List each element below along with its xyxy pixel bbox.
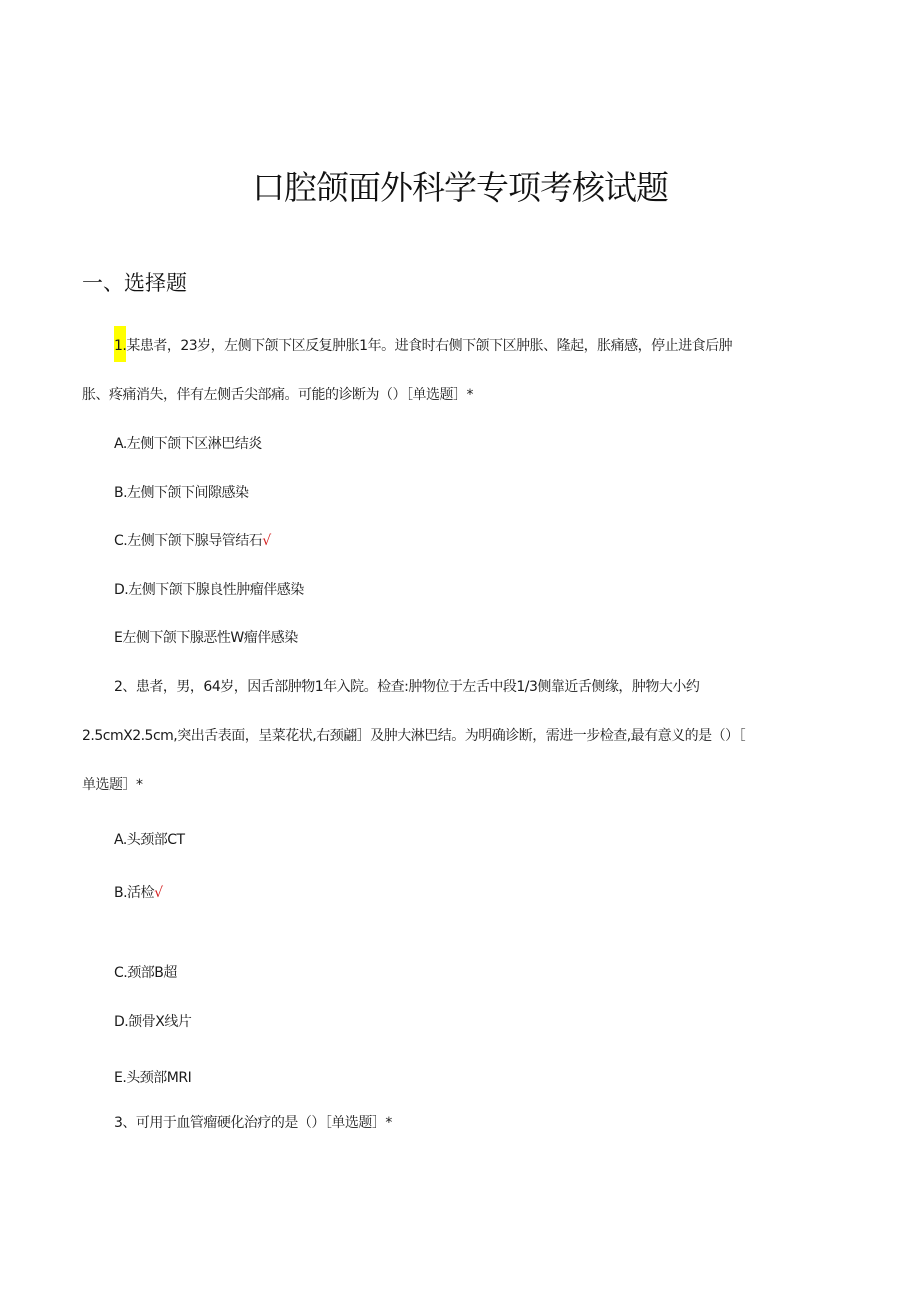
option-text: E.头颈部MRI — [114, 1070, 192, 1086]
question-1-option-e — [114, 628, 298, 648]
question-2-option-c — [114, 963, 177, 983]
option-text: D.颌骨X线片 — [114, 1014, 192, 1030]
option-text: B.左侧下颌下间隙感染 — [114, 485, 249, 501]
question-2-stem-line-1: 2、患者，男，64岁，因舌部肿物1年入院。检查:肿物位于左舌中段1/3侧靠近舌侧缘，肿物大小约 — [114, 679, 700, 695]
option-text: A.左侧下颌下区淋巴结炎 — [114, 436, 262, 452]
correct-check-mark: √ — [262, 533, 271, 549]
option-text: C.颈部B超 — [114, 965, 177, 981]
question-2-option-d — [114, 1012, 191, 1032]
question-1-option-a — [114, 434, 262, 454]
question-1-option-b — [114, 483, 249, 503]
option-text: C.左侧下颌下腺导管结石 — [114, 533, 263, 549]
question-1-option-c — [114, 531, 271, 551]
question-2-option-a — [114, 830, 185, 850]
page-title: 口腔颌面外科学专项考核试题 — [252, 168, 668, 207]
question-2-option-e — [114, 1068, 191, 1088]
question-3-stem-line-1: 3、可用于血管瘤硬化治疗的是（）［单选题］* — [114, 1115, 392, 1131]
question-2-stem-line-3: 单选题］* — [82, 777, 143, 793]
question-1-stem-line-2: 胀、疼痛消失，伴有左侧舌尖部痛。可能的诊断为（）［单选题］* — [82, 387, 473, 403]
question-1-stem-text: 某患者，23岁，左侧下颌下区反复肿胀1年。进食时右侧下颌下区肿胀、隆起，胀痛感，停止进食后肿 — [126, 338, 733, 354]
question-2-stem-line-2: 2.5cmX2.5cm,突出舌表面，呈菜花状,右颈翩］及肿大淋巴结。为明确诊断，需进一步检查,最有意义的是（）［ — [82, 728, 746, 744]
question-1-option-d — [114, 580, 304, 600]
correct-check-mark: √ — [154, 885, 163, 901]
option-text: B.活检 — [114, 885, 155, 901]
option-text: A.头颈部CT — [114, 832, 185, 848]
question-1-number-highlight: 1. — [114, 326, 126, 362]
section-heading: 一、选择题 — [82, 271, 187, 295]
option-text: D.左侧下颌下腺良性肿瘤伴感染 — [114, 582, 304, 598]
option-text: E左侧下颌下腺恶性W瘤伴感染 — [114, 630, 298, 646]
question-2-option-b — [114, 883, 162, 903]
question-1-stem-line-1 — [114, 336, 732, 356]
